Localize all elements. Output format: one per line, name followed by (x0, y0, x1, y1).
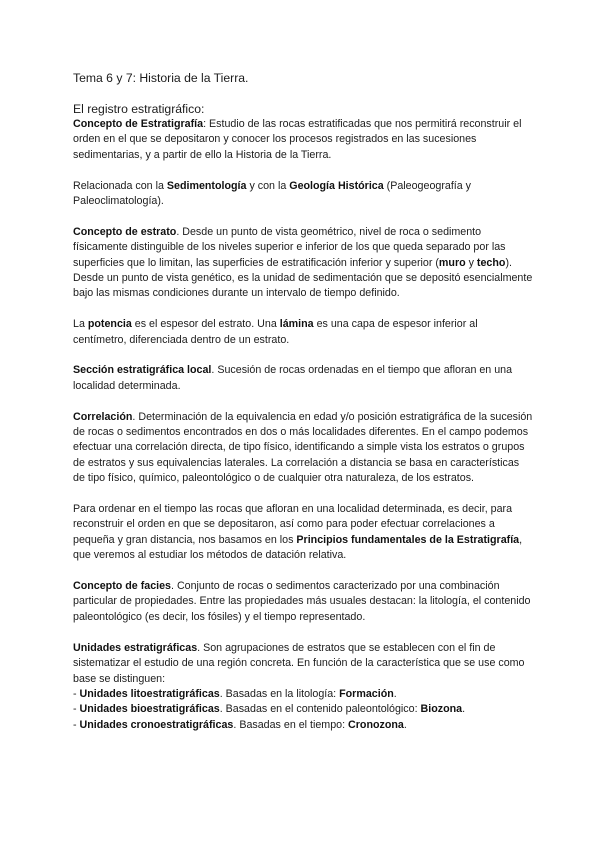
paragraph-text: . Determinación de la equivalencia en edad y/o posición estratigráfica de la sucesión de rocas o sedimentos encontrados en dos o más localidades diferentes. En el campo podemos efectuar una correlación directa, de tipo físico, identificando a simple vista los estratos o grupos de estratos y sus equivalencias laterales. La correlación a distancia se basa en características de tipo físico, químico, paleontológico o de cualquier otra naturaleza, de los estratos. (73, 410, 533, 485)
list-dash: - (73, 703, 80, 716)
list-dash: - (73, 718, 80, 731)
paragraph-correlacion (73, 410, 533, 487)
list-item-litoestratigraficas (73, 687, 533, 702)
paragraph-text: . Conjunto de rocas o sedimentos caracterizado por una combinación particular de propiedades. Entre las propiedades más usuales destacan: la litología, el contenido paleontológico (es decir, los fósiles) y el tiempo representado. (73, 580, 531, 623)
paragraph-text: ). Desde un punto de vista genético, es la unidad de sedimentación que se depositó esencialmente bajo las mismas condiciones durante un intervalo de tiempo definido. (73, 256, 533, 300)
term-facies: Concepto de facies (73, 580, 171, 593)
term-unidades: Unidades estratigráficas (73, 641, 198, 654)
paragraph-estratigrafia (73, 117, 533, 163)
list-end: . (393, 687, 397, 700)
term-techo: techo (476, 256, 506, 269)
list-end: . (403, 718, 407, 731)
list-dash: - (73, 687, 80, 700)
paragraph-facies (73, 579, 533, 625)
term-lamina: lámina (279, 318, 314, 331)
paragraph-text: : Estudio de las rocas estratificadas que nos permitirá reconstruir el orden en el que se depositaron y conocer los procesos registrados en las sucesiones sedimentarias, y a partir de ello la Historia de la Tierra. (73, 118, 522, 161)
paragraph-text: La (73, 318, 88, 331)
paragraph-seccion (73, 363, 533, 394)
term-muro: muro (438, 256, 466, 269)
paragraph-text: Relacionada con la (73, 179, 167, 192)
paragraph-estrato (73, 225, 533, 302)
list-text: . Basadas en la litología: (219, 687, 340, 700)
paragraph-text: Para ordenar en el tiempo las rocas que afloran en una localidad determinada, es decir, para reconstruir el orden en que se depositaron, así como para poder efectuar correlaciones a pequeña y gran distancia, nos basamos en los (73, 503, 513, 546)
paragraph-text: y (465, 256, 477, 269)
term-geologia-historica: Geología Histórica (289, 179, 384, 192)
list-text: . Basadas en el tiempo: (233, 718, 349, 731)
paragraph-text: . Sucesión de rocas ordenadas en el tiempo que afloran en una localidad determinada. (73, 364, 513, 392)
list-term: Unidades bioestratigráficas (79, 703, 220, 716)
paragraph-text: . Desde un punto de vista geométrico, nivel de roca o sedimento físicamente distinguible de los niveles superior e inferior de los que queda separado por las superficies que lo limitan, las superficies de estratificación inferior y superior ( (73, 225, 506, 269)
paragraph-text: (Paleogeografía y Paleoclimatología). (73, 179, 472, 208)
document-title: Tema 6 y 7: Historia de la Tierra. (73, 71, 249, 85)
paragraph-text: . Son agrupaciones de estratos que se establecen con el fin de sistematizar el estudio de una región concreta. En función de la característica que se use como base se distinguen: (73, 641, 525, 685)
term-estrato: Concepto de estrato (73, 225, 177, 238)
paragraph-text: , que veremos al estudiar los métodos de datación relativa. (73, 533, 523, 562)
list-item-cronoestratigraficas (73, 718, 533, 733)
term-estratigrafia: Concepto de Estratigrafía (73, 118, 204, 130)
term-sedimentologia: Sedimentología (166, 179, 247, 192)
list-unit: Biozona (420, 703, 463, 716)
list-term: Unidades cronoestratigráficas (79, 718, 234, 731)
paragraph-potencia (73, 317, 533, 348)
term-potencia: potencia (87, 318, 132, 331)
term-principios: Principios fundamentales de la Estratigrafía (296, 533, 520, 546)
list-end: . (462, 703, 466, 716)
list-text: . Basadas en el contenido paleontológico: (219, 703, 421, 716)
paragraph-principios (73, 502, 533, 564)
term-correlacion: Correlación (73, 410, 133, 423)
list-term: Unidades litoestratigráficas (79, 687, 220, 700)
paragraph-text: y con la (246, 179, 290, 192)
list-item-bioestratigraficas (73, 702, 533, 717)
list-unit: Formación (339, 687, 394, 700)
paragraph-text: es el espesor del estrato. Una (131, 318, 280, 331)
paragraph-relacionada (73, 179, 533, 210)
paragraph-unidades (73, 641, 533, 687)
term-seccion: Sección estratigráfica local (73, 364, 212, 377)
paragraph-text: es una capa de espesor inferior al centímetro, diferenciada dentro de un estrato. (73, 318, 478, 346)
section-heading: El registro estratigráfico: (73, 102, 205, 116)
document-body (73, 102, 533, 733)
list-unit: Cronozona (348, 718, 404, 731)
